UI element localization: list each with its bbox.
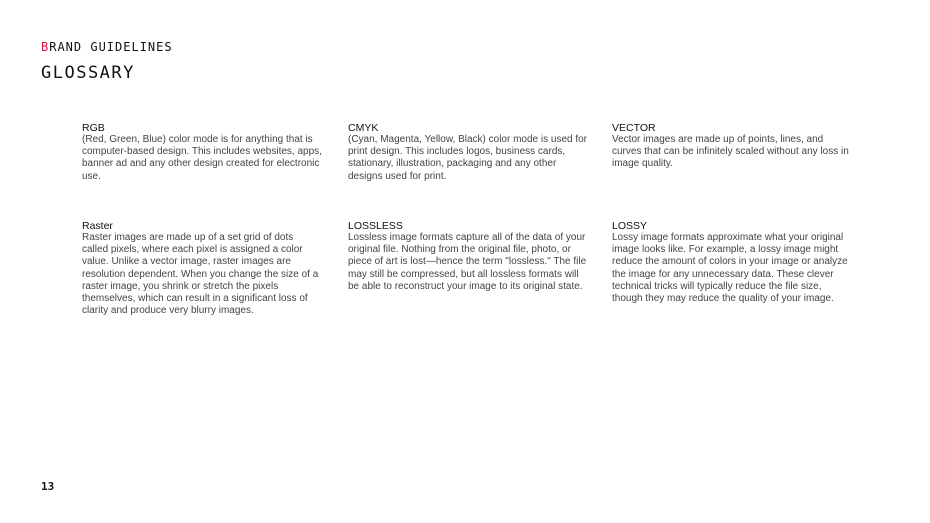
term-definition: Vector images are made up of points, lines, and curves that can be infinitely scaled without any loss in image quality. xyxy=(612,134,849,170)
term-definition: Lossy image formats approximate what your original image looks like. For example, a lossy image might reduce the amount of colors in your image or analyze the image for any unnecessary data. These clever technical tricks will typically reduce the file size, though they may reduce the quality of your image. xyxy=(612,232,848,305)
glossary-term-vector xyxy=(612,122,852,171)
term-definition: Raster images are made up of a set grid of dots called pixels, where each pixel is assigned a color value. Unlike a vector image, raster images are resolution dependent. When you change the size of a raster image, you shrink or stretch the pixels themselves, which can result in a significant loss of clarity and produce very blurry images. xyxy=(82,232,319,317)
glossary-term-cmyk xyxy=(348,122,588,183)
term-title: RGB xyxy=(82,122,105,134)
term-definition: (Red, Green, Blue) color mode is for anything that is computer-based design. This includes websites, apps, banner ad and any other design created for electronic use. xyxy=(82,134,322,182)
term-title: Raster xyxy=(82,220,113,232)
glossary-term-raster xyxy=(82,220,322,317)
term-title: LOSSY xyxy=(612,220,648,232)
brand-label-rest: RAND GUIDELINES xyxy=(49,40,173,54)
glossary-term-lossy xyxy=(612,220,852,305)
page-title: GLOSSARY xyxy=(41,63,135,83)
glossary-term-rgb xyxy=(82,122,322,183)
term-title: VECTOR xyxy=(612,122,656,134)
brand-guidelines-label xyxy=(41,40,173,54)
glossary-term-lossless xyxy=(348,220,588,293)
term-title: CMYK xyxy=(348,122,379,134)
brand-accent-letter: B xyxy=(41,40,50,54)
term-title: LOSSLESS xyxy=(348,220,403,232)
term-definition: Lossless image formats capture all of the data of your original file. Nothing from the original file, photo, or piece of art is lost—hence the term "lossless." The file may still be compressed, but all lossless formats will be able to reconstruct your image to its original state. xyxy=(348,232,587,292)
page-number: 13 xyxy=(41,480,55,493)
term-definition: (Cyan, Magenta, Yellow, Black) color mode is used for print design. This includes logos, business cards, stationary, illustration, packaging and any other designs used for print. xyxy=(348,134,588,182)
